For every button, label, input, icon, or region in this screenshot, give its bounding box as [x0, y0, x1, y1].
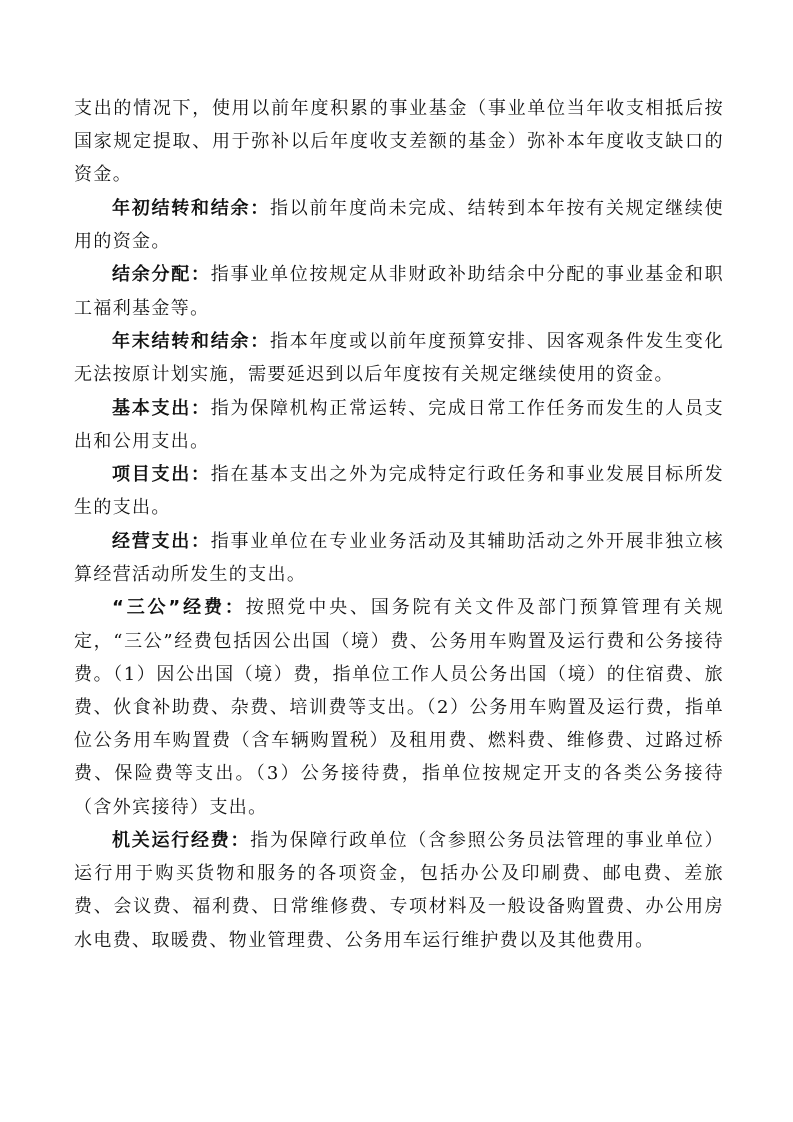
paragraph-continuation	[74, 92, 724, 192]
definition-term: 基本支出：	[112, 397, 211, 419]
definition-operating-expenditure	[74, 525, 724, 591]
definition-three-public-expenses	[74, 591, 724, 823]
definition-term: 经营支出：	[112, 530, 211, 552]
definition-agency-operating-funds	[74, 824, 724, 957]
definition-text: 指以前年度尚未完成、结转到本年按有关规定继续使用的资金。	[74, 197, 724, 252]
definition-surplus-distribution	[74, 258, 724, 324]
definition-term: 项目支出：	[112, 464, 211, 486]
definition-text: 指事业单位在专业业务活动及其辅助活动之外开展非独立核算经营活动所发生的支出。	[74, 530, 724, 585]
definition-text: 指事业单位按规定从非财政补助结余中分配的事业基金和职工福利基金等。	[74, 264, 724, 319]
document-page	[74, 92, 724, 957]
definition-text: 按照党中央、国务院有关文件及部门预算管理有关规定，“三公”经费包括因公出国（境）费、公务用车购置及运行费和公务接待费。（1）因公出国（境）费，指单位工作人员公务出国（境）的住宿费、旅费、伙食补助费、杂费、培训费等支出。（2）公务用车购置及运行费，指单位公务用车购置费（含车辆购置税）及租用费、燃料费、维修费、过路过桥费、保险费等支出。（3）公务接待费，指单位按规定开支的各类公务接待（含外宾接待）支出。	[74, 597, 724, 818]
definition-project-expenditure	[74, 458, 724, 524]
definition-text: 指本年度或以前年度预算安排、因客观条件发生变化无法按原计划实施，需要延迟到以后年度按有关规定继续使用的资金。	[74, 330, 724, 386]
definition-carryover-end	[74, 325, 724, 391]
definition-term: 结余分配：	[112, 264, 211, 286]
definition-term: “三公”经费：	[112, 597, 246, 619]
definition-text: 指在基本支出之外为完成特定行政任务和事业发展目标所发生的支出。	[74, 464, 724, 519]
definition-carryover-start	[74, 192, 724, 258]
definition-basic-expenditure	[74, 392, 724, 458]
definition-term: 年初结转和结余：	[112, 197, 271, 219]
definition-text: 指为保障机构正常运转、完成日常工作任务而发生的人员支出和公用支出。	[74, 397, 724, 452]
definition-text: 指为保障行政单位（含参照公务员法管理的事业单位）运行用于购买货物和服务的各项资金，包括办公及印刷费、邮电费、差旅费、会议费、福利费、日常维修费、专项材料及一般设备购置费、办公用房水电费、取暖费、物业管理费、公务用车运行维护费以及其他费用。	[74, 829, 725, 951]
definition-term: 年末结转和结余：	[112, 330, 271, 352]
definition-term: 机关运行经费：	[112, 829, 251, 851]
paragraph-text: 支出的情况下，使用以前年度积累的事业基金（事业单位当年收支相抵后按国家规定提取、用于弥补以后年度收支差额的基金）弥补本年度收支缺口的资金。	[74, 98, 724, 186]
